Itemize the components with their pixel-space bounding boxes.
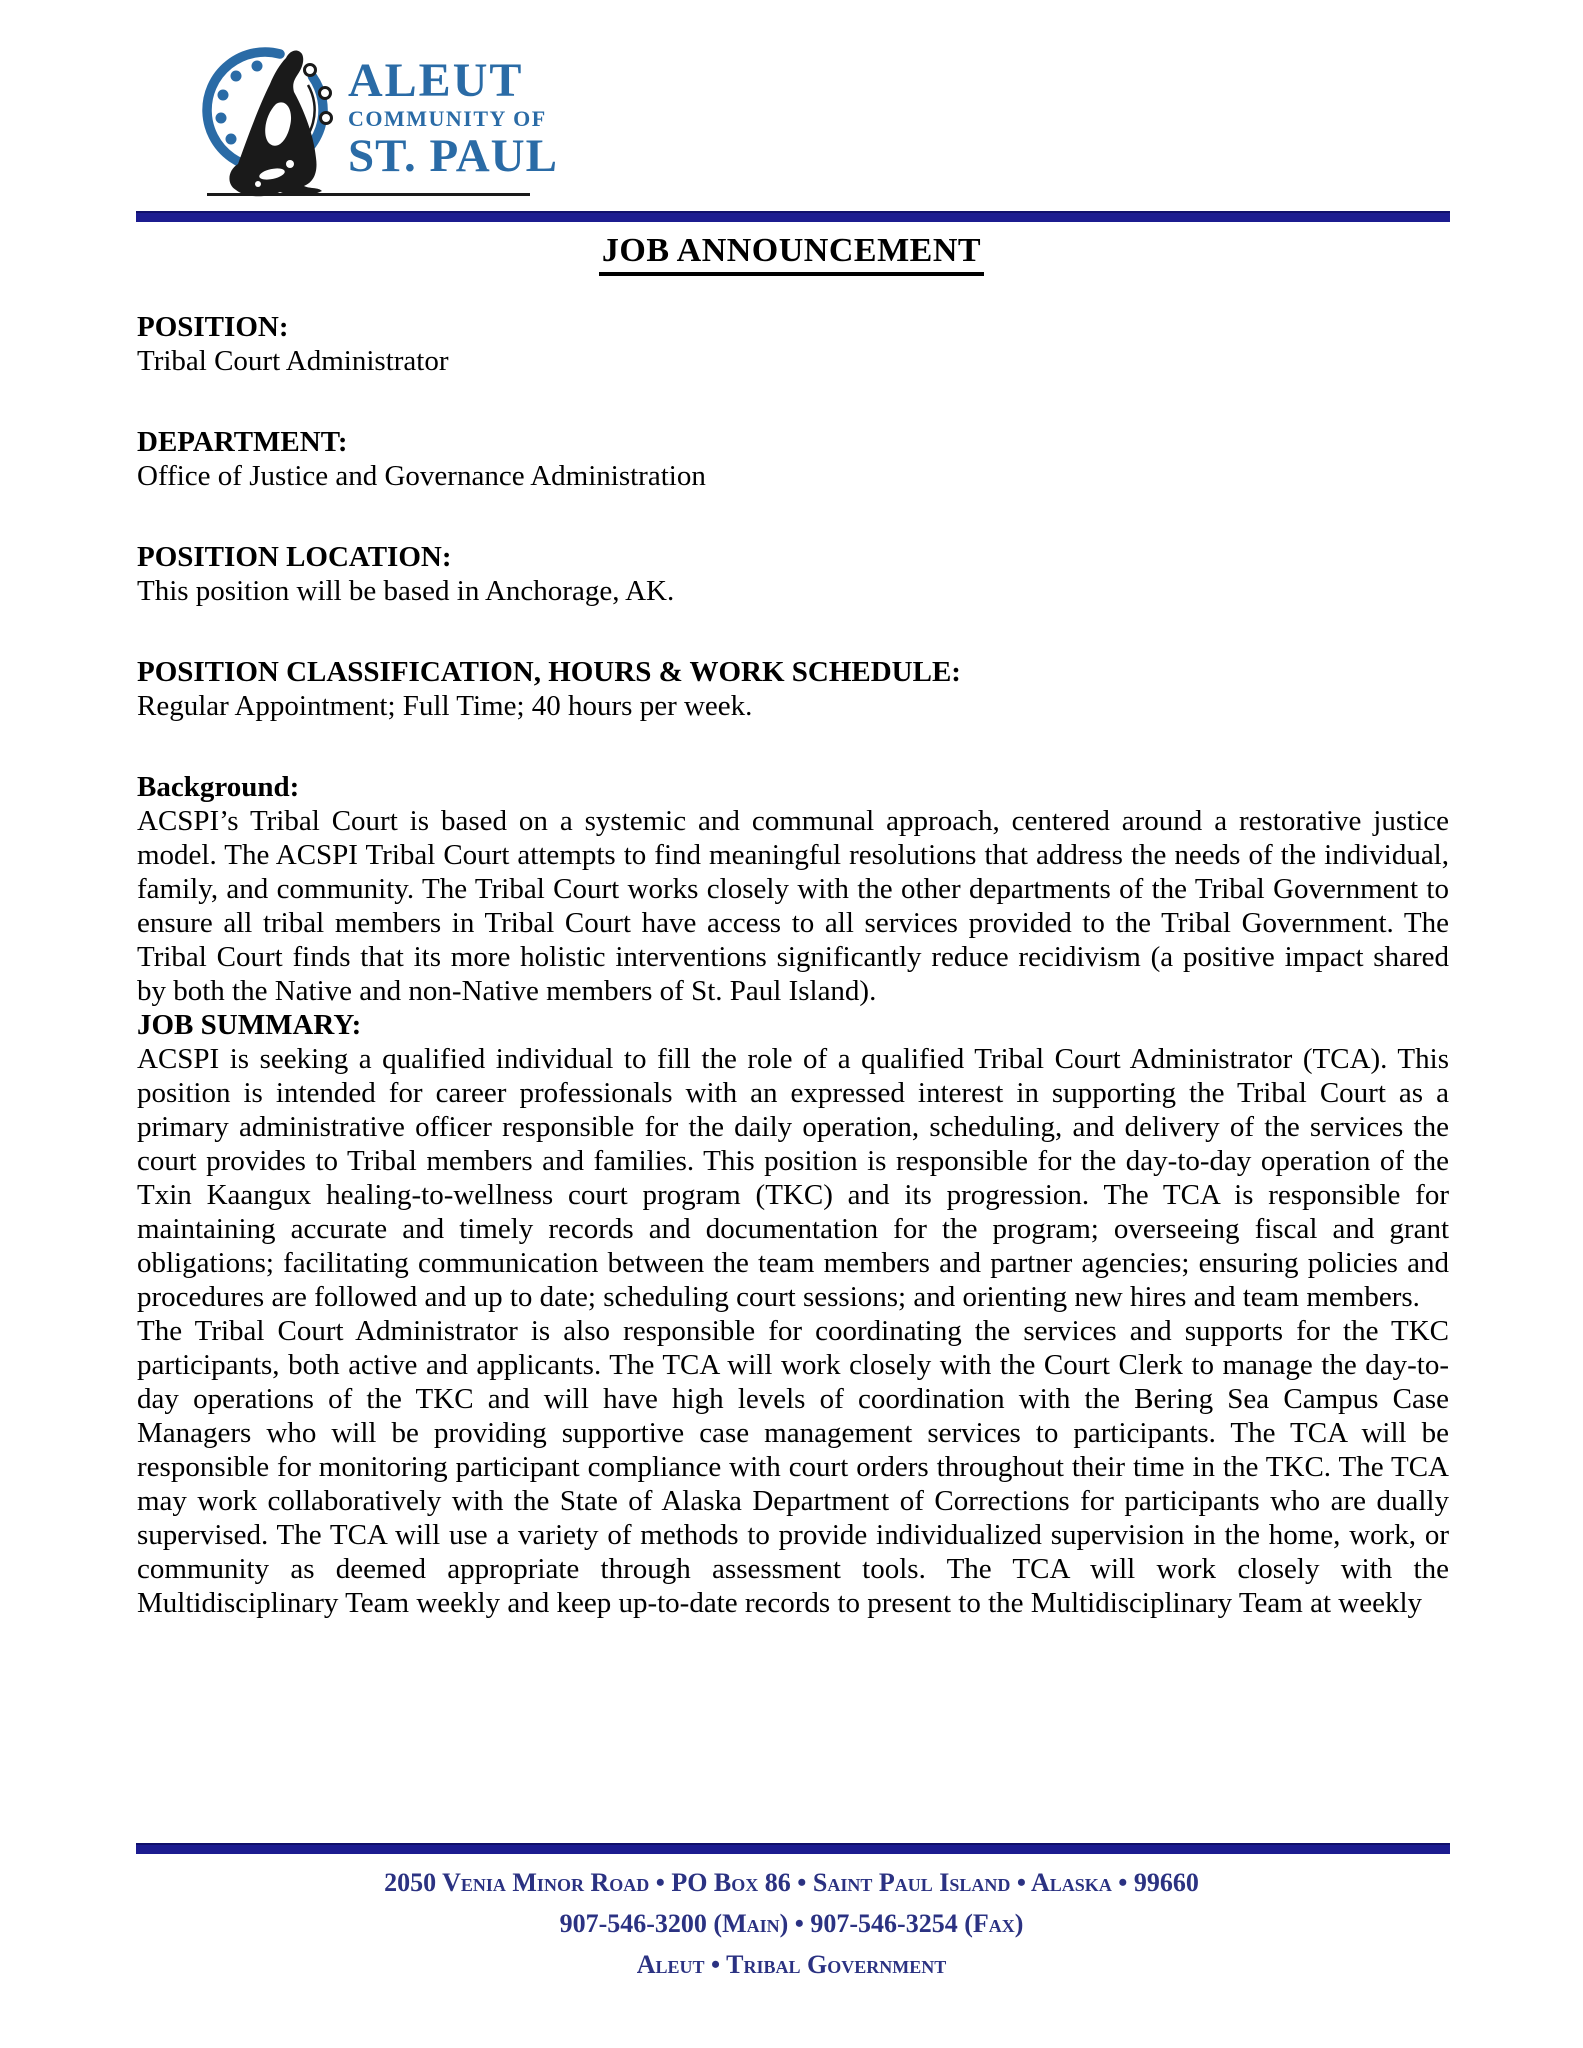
job-summary-paragraph-2: The Tribal Court Administrator is also responsible for coordinating the services and supports for the TKC participants, both active and applicants. The TCA will work closely with the Court Clerk to manage the day-to-day operations of the TKC and will have high levels of coordination with the Bering Sea Campus Case Managers who will be providing supportive case management services to participants. The TCA will be responsible for monitoring participant compliance with court orders throughout their time in the TKC. The TCA may work collaboratively with the State of Alaska Department of Corrections for participants who are dually supervised. The TCA will use a variety of methods to provide individualized supervision in the home, work, or community as deemed appropriate through assessment tools. The TCA will work closely with the Multidisciplinary Team weekly and keep up-to-date records to present to the Multidisciplinary Team at weekly	[137, 1315, 1449, 1619]
position-field	[137, 310, 1449, 378]
department-label: DEPARTMENT:	[137, 426, 348, 458]
position-location-field	[137, 540, 1449, 608]
department-value: Office of Justice and Governance Administration	[137, 460, 706, 492]
position-label: POSITION:	[137, 311, 289, 343]
job-summary-paragraph-1: ACSPI is seeking a qualified individual to fill the role of a qualified Tribal Court Administrator (TCA). This position is intended for career professionals with an expressed interest in supporting the Tribal Court as a primary administrative officer responsible for the daily operation, scheduling, and delivery of the services the court provides to Tribal members and families. This position is responsible for the day-to-day operation of the Txin Kaangux healing-to-wellness court program (TKC) and its progression. The TCA is responsible for maintaining accurate and timely records and documentation for the program; overseeing fiscal and grant obligations; facilitating communication between the team members and partner agencies; ensuring policies and procedures are followed and up to date; scheduling court sessions; and orienting new hires and team members.	[137, 1043, 1449, 1313]
logo-underline	[207, 193, 530, 196]
seal-icon	[198, 24, 368, 199]
classification-label: POSITION CLASSIFICATION, HOURS & WORK SCHEDULE:	[137, 656, 961, 688]
logo-wordmark	[348, 54, 558, 182]
department-field	[137, 425, 1449, 493]
footer	[0, 1862, 1583, 1985]
header-divider-rule	[136, 211, 1450, 222]
position-value: Tribal Court Administrator	[137, 345, 449, 377]
position-location-value: This position will be based in Anchorage, AK.	[137, 575, 675, 607]
background-heading: Background:	[137, 771, 300, 803]
classification-field	[137, 655, 1449, 723]
background-paragraph: ACSPI’s Tribal Court is based on a systemic and communal approach, centered around a restorative justice model. The ACSPI Tribal Court attempts to find meaningful resolutions that address the needs of the individual, family, and community. The Tribal Court works closely with the other departments of the Tribal Government to ensure all tribal members in Tribal Court have access to all services provided to the Tribal Government. The Tribal Court finds that its more holistic interventions significantly reduce recidivism (a positive impact shared by both the Native and non-Native members of St. Paul Island).	[137, 805, 1449, 1007]
document-body	[137, 310, 1449, 1620]
position-location-label: POSITION LOCATION:	[137, 541, 452, 573]
logo-text-community-of: COMMUNITY OF	[348, 106, 547, 131]
footer-org: Aleut • Tribal Government	[636, 1950, 947, 1979]
logo-text-aleut: ALEUT	[348, 54, 524, 107]
logo-text-st-paul: ST. PAUL	[348, 130, 558, 182]
page-title: JOB ANNOUNCEMENT	[599, 232, 984, 276]
footer-address: 2050 Venia Minor Road • PO Box 86 • Saint Paul Island • Alaska • 99660	[384, 1868, 1199, 1897]
footer-divider-rule	[136, 1843, 1450, 1854]
job-summary-heading: JOB SUMMARY:	[137, 1009, 362, 1041]
footer-phone: 907-546-3200 (Main) • 907-546-3254 (Fax)	[559, 1909, 1024, 1938]
classification-value: Regular Appointment; Full Time; 40 hours per week.	[137, 690, 753, 722]
